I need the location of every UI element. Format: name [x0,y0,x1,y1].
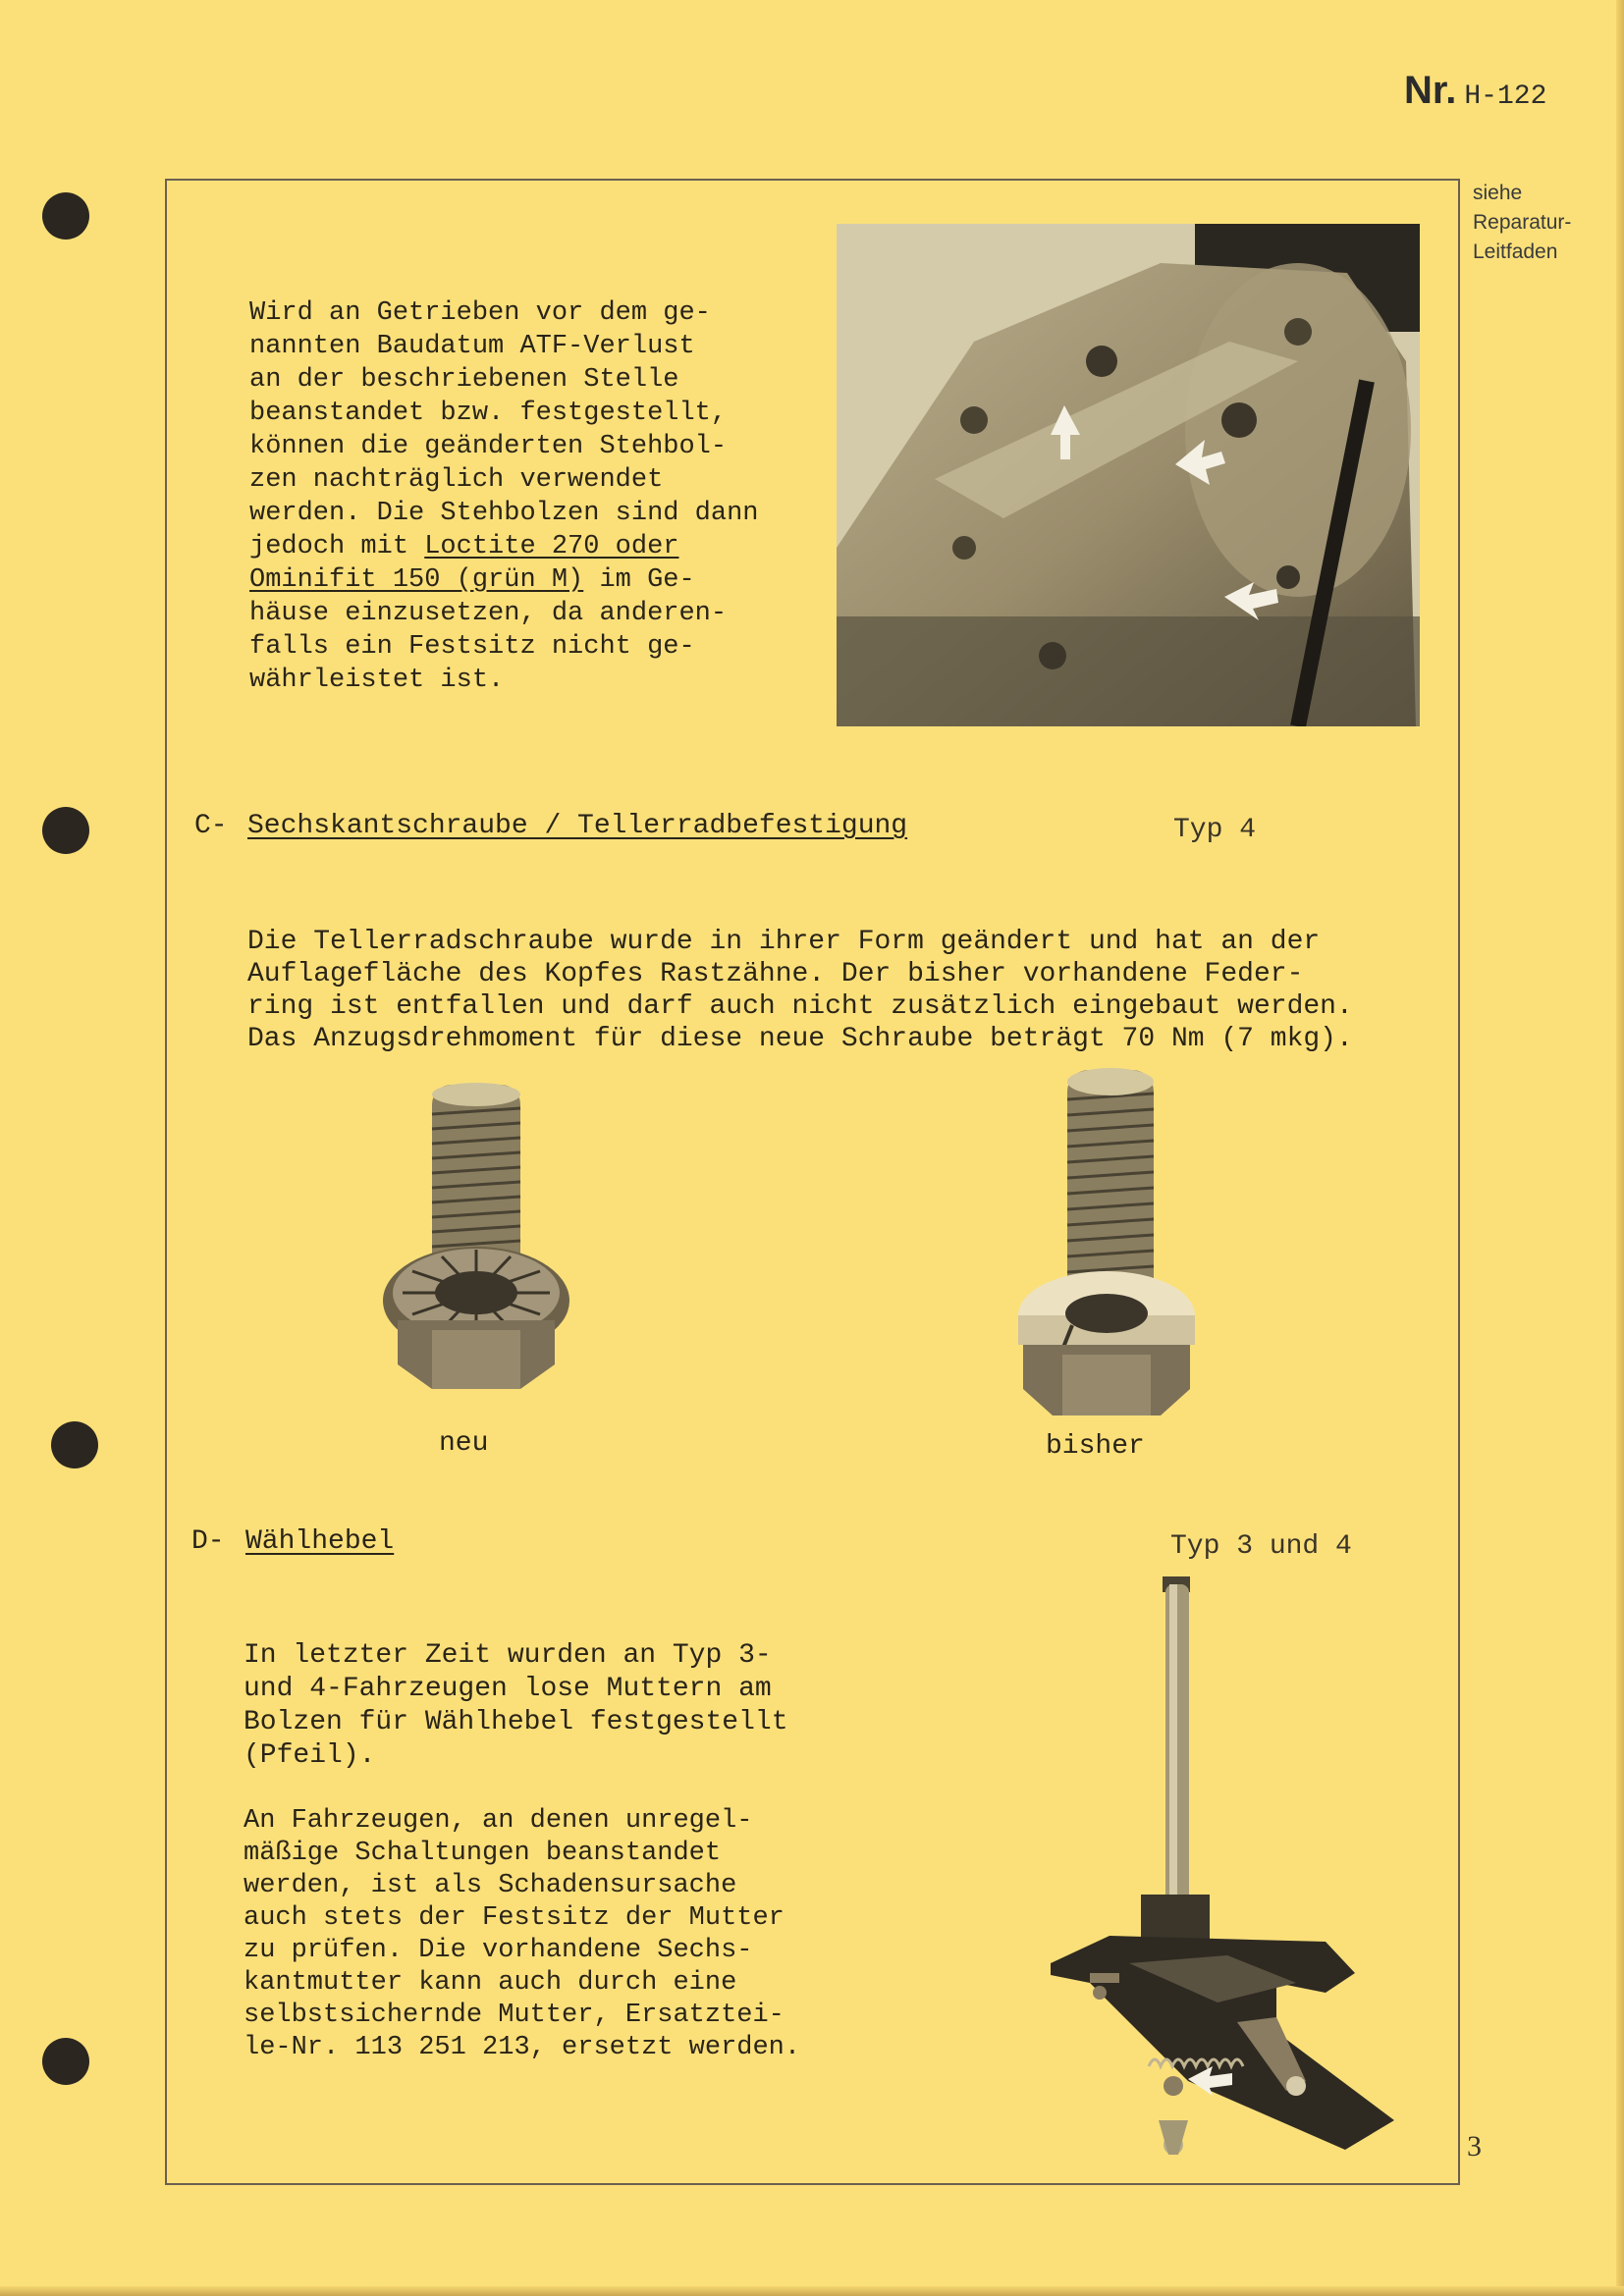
new-bolt-caption: neu [439,1428,489,1459]
text-line: kantmutter kann auch durch eine [244,1968,737,1998]
section-d-title: Wählhebel [245,1526,395,1557]
text-line [249,530,758,563]
text-line: häuse einzusetzen, da anderen- [249,599,728,628]
text-line [249,563,758,597]
text-line: beanstandet bzw. festgestellt, [249,399,728,428]
text-line: zen nachträglich verwendet [249,465,664,495]
document-number-value: H-122 [1464,81,1547,112]
text-line: An Fahrzeugen, an denen unregel- [244,1806,753,1836]
text-line: le-Nr. 113 251 213, ersetzt werden. [244,2033,801,2062]
text-line: mäßige Schaltungen beanstandet [244,1839,722,1868]
text-line: können die geänderten Stehbol- [249,432,728,461]
text-line: nannten Baudatum ATF-Verlust [249,332,695,361]
text-line: und 4-Fahrzeugen lose Muttern am [244,1674,772,1704]
text-line: werden. Die Stehbolzen sind dann [249,499,759,528]
punch-hole-2 [42,807,89,854]
old-bolt-caption: bisher [1046,1431,1145,1462]
text-line: Bolzen für Wählhebel festgestellt [244,1707,788,1737]
section-c-title: Sechskantschraube / Tellerradbefestigung [247,811,908,841]
text-line: selbstsichernde Mutter, Ersatztei- [244,2001,785,2030]
text-line-prefix: jedoch mit [249,532,425,561]
document-number [1404,69,1546,113]
text-line: In letzter Zeit wurden an Typ 3- [244,1640,772,1671]
new-bolt-photo [373,1075,579,1399]
side-note-line: Leitfaden [1473,240,1558,263]
transmission-photo [837,224,1420,726]
ominifit-reference: Ominifit 150 (grün M) [249,565,584,595]
text-line: Das Anzugsdrehmoment für diese neue Schraube beträgt 70 Nm (7 mkg). [247,1024,1353,1054]
text-line: falls ein Festsitz nicht ge- [249,632,695,662]
section-d-paragraph-2 [244,1773,800,2097]
text-line: (Pfeil). [244,1740,376,1771]
old-bolt-photo [1013,1060,1200,1423]
text-line-suffix: im Ge- [583,565,695,595]
section-d-typ: Typ 3 und 4 [1170,1531,1352,1562]
page-bottom-edge [0,2286,1624,2296]
side-note [1473,179,1610,267]
page-edge [1616,0,1624,2296]
text-line: zu prüfen. Die vorhandene Sechs- [244,1936,753,1965]
selector-lever-photo [1031,1571,1424,2160]
text-line: Auflagefläche des Kopfes Rastzähne. Der bisher vorhandene Feder- [247,959,1304,989]
section-c-marker: C- [194,811,228,841]
transmission-photo-image [837,224,1420,726]
text-line: ring ist entfallen und darf auch nicht zusätzlich eingebaut werden. [247,991,1353,1022]
text-line: währleistet ist. [249,666,505,695]
text-line: an der beschriebenen Stelle [249,365,679,395]
old-bolt-image [1013,1060,1200,1423]
text-line: Wird an Getrieben vor dem ge- [249,298,711,328]
section-c-typ: Typ 4 [1173,815,1257,845]
side-note-line: Reparatur- [1473,211,1572,234]
new-bolt-image [373,1075,579,1399]
page-number: 3 [1467,2130,1482,2163]
punch-hole-4 [42,2038,89,2085]
punch-hole-1 [42,192,89,240]
punch-hole-3 [51,1421,98,1468]
text-line: Die Tellerradschraube wurde in ihrer Form geändert und hat an der [247,927,1321,957]
text-line: werden, ist als Schadensursache [244,1871,737,1900]
section-c-paragraph [247,893,1353,1088]
loctite-reference: Loctite 270 oder [424,532,679,561]
intro-paragraph [249,263,758,730]
selector-lever-image [1031,1571,1424,2160]
text-line: auch stets der Festsitz der Mutter [244,1903,785,1933]
section-d-marker: D- [191,1526,225,1557]
document-number-label: Nr. [1404,69,1457,112]
side-note-line: siehe [1473,182,1523,204]
